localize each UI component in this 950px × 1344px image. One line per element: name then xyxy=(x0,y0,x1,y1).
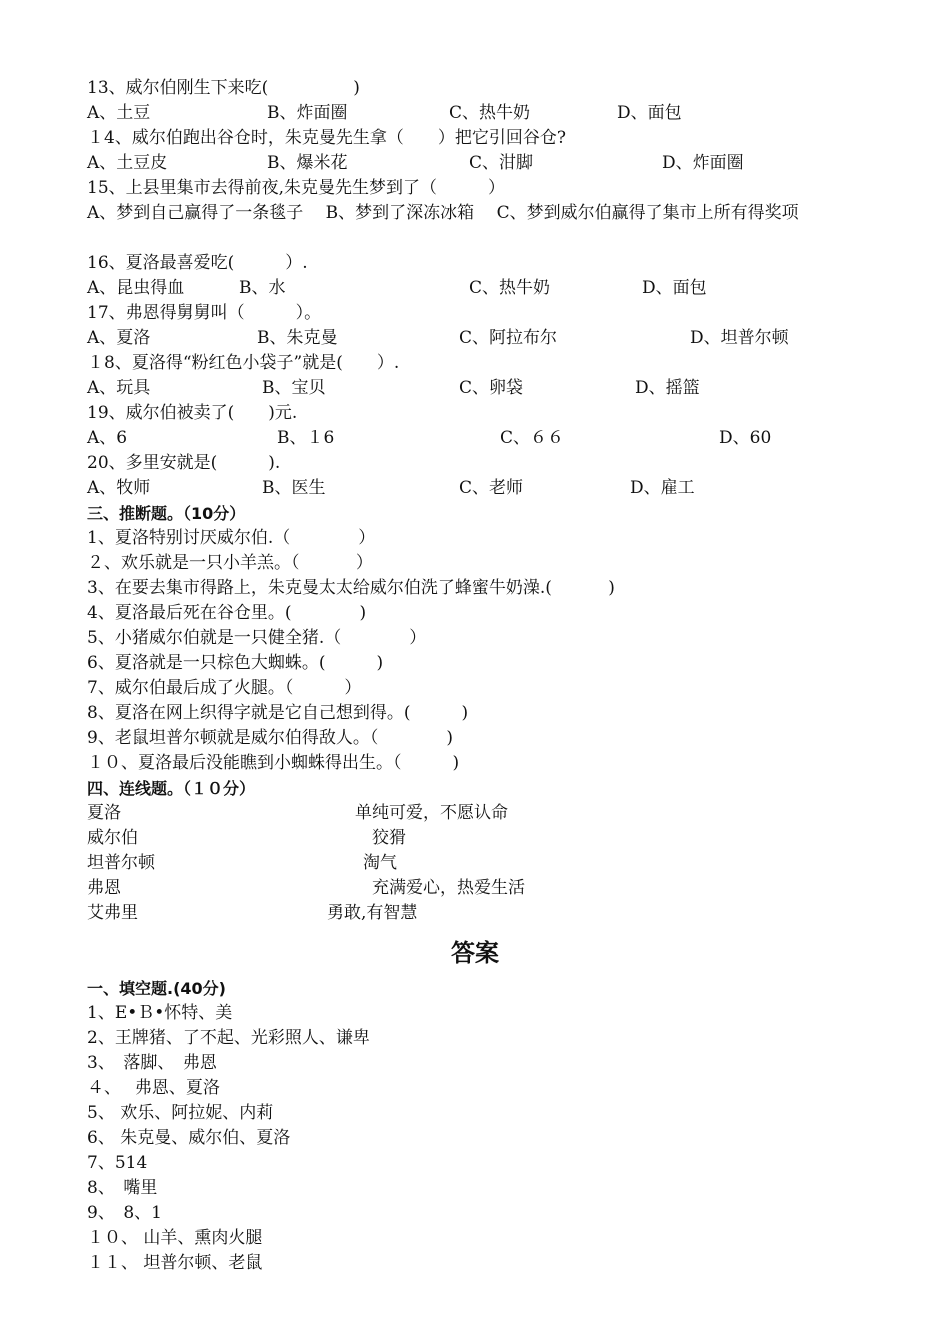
matching-right: 单纯可爱，不愿认命 xyxy=(355,803,508,823)
question-18: １8、夏洛得“粉红色小袋子”就是( ）. xyxy=(87,353,400,373)
matching-right: 充满爱心，热爱生活 xyxy=(372,878,525,898)
option-d: D、面包 xyxy=(617,103,682,123)
option-a: A、土豆皮 xyxy=(87,153,168,173)
matching-row xyxy=(87,876,887,901)
option-b: B、医生 xyxy=(262,478,326,498)
section-4-heading: 四、连线题。（１０分） xyxy=(87,779,256,798)
judgment-item: 8、夏洛在网上织得字就是它自己想到得。( ) xyxy=(87,703,469,723)
answers-title: 答案 xyxy=(451,939,499,967)
options-20 xyxy=(87,476,887,501)
option-c: C、卵袋 xyxy=(459,378,524,398)
options-13 xyxy=(87,101,887,126)
answer-item: 1、E•Ｂ•怀特、美 xyxy=(87,1003,233,1023)
question-16: 16、夏洛最喜爱吃( ）. xyxy=(87,253,308,273)
judgment-item: 3、在要去集市得路上，朱克曼太太给威尔伯洗了蜂蜜牛奶澡.( ) xyxy=(87,578,615,598)
matching-right: 狡猾 xyxy=(372,828,406,848)
answer-item: ４、 弗恩、夏洛 xyxy=(87,1078,220,1098)
answer-item: 5、 欢乐、阿拉妮、内莉 xyxy=(87,1103,274,1123)
section-3-heading: 三、推断题。（10分） xyxy=(87,504,246,523)
question-17: 17、弗恩得舅舅叫（ ）。 xyxy=(87,303,322,323)
option-a: A、土豆 xyxy=(87,103,151,123)
answer-item: 8、 嘴里 xyxy=(87,1178,158,1198)
matching-left: 艾弗里 xyxy=(87,903,138,923)
option-d: D、面包 xyxy=(642,278,707,298)
matching-left: 夏洛 xyxy=(87,803,121,823)
matching-row xyxy=(87,801,887,826)
option-a: A、夏洛 xyxy=(87,328,151,348)
answer-item: 3、 落脚、 弗恩 xyxy=(87,1053,217,1073)
option-d: D、炸面圈 xyxy=(662,153,744,173)
matching-right: 淘气 xyxy=(363,853,397,873)
matching-row xyxy=(87,826,887,851)
option-b: B、宝贝 xyxy=(262,378,326,398)
option-b: B、朱克曼 xyxy=(257,328,338,348)
answer-item: 2、王牌猪、了不起、光彩照人、谦卑 xyxy=(87,1028,370,1048)
judgment-item: 9、老鼠坦普尔顿就是威尔伯得敌人。（ ) xyxy=(87,728,453,748)
question-20: 20、多里安就是( ). xyxy=(87,453,281,473)
option-d: D、60 xyxy=(719,428,772,448)
option-c: C、热牛奶 xyxy=(449,103,531,123)
judgment-item: １０、夏洛最后没能瞧到小蜘蛛得出生。（ ) xyxy=(87,753,460,773)
judgment-item: 7、威尔伯最后成了火腿。（ ） xyxy=(87,678,362,698)
judgment-item: 5、小猪威尔伯就是一只健全猪.（ ） xyxy=(87,628,427,648)
judgment-item: 4、夏洛最后死在谷仓里。( ) xyxy=(87,603,367,623)
option-b: B、１6 xyxy=(277,428,335,448)
judgment-item: 6、夏洛就是一只棕色大蜘蛛。( ) xyxy=(87,653,384,673)
question-19: 19、威尔伯被卖了( )元. xyxy=(87,403,298,423)
option-c: C、泔脚 xyxy=(469,153,534,173)
answer-item: 7、514 xyxy=(87,1153,148,1173)
answer-item: １１、 坦普尔顿、老鼠 xyxy=(87,1253,263,1273)
option-b: B、炸面圈 xyxy=(267,103,348,123)
options-17 xyxy=(87,326,887,351)
question-15: 15、上县里集市去得前夜,朱克曼先生梦到了（ ） xyxy=(87,178,506,198)
option-b: B、水 xyxy=(239,278,286,298)
matching-row xyxy=(87,901,887,926)
option-d: D、摇篮 xyxy=(635,378,700,398)
option-a: A、昆虫得血 xyxy=(87,278,185,298)
judgment-item: 1、夏洛特别讨厌威尔伯.（ ） xyxy=(87,528,376,548)
option-c: C、阿拉布尔 xyxy=(459,328,558,348)
option-d: D、坦普尔顿 xyxy=(690,328,789,348)
options-15: A、梦到自己赢得了一条毯子 B、梦到了深冻冰箱 C、梦到威尔伯赢得了集市上所有得奖项 xyxy=(87,203,799,223)
option-c: C、老师 xyxy=(459,478,524,498)
option-d: D、雇工 xyxy=(630,478,695,498)
question-14: １4、威尔伯跑出谷仓时，朱克曼先生拿（ ）把它引回谷仓? xyxy=(87,128,566,148)
answers-heading: 一、填空题.(40分) xyxy=(87,979,226,998)
matching-row xyxy=(87,851,887,876)
answer-item: 9、 8、1 xyxy=(87,1203,162,1223)
option-c: C、热牛奶 xyxy=(469,278,551,298)
options-16 xyxy=(87,276,887,301)
judgment-item: ２、欢乐就是一只小羊羔。（ ） xyxy=(87,553,373,573)
matching-right: 勇敢,有智慧 xyxy=(327,903,418,923)
option-a: A、6 xyxy=(87,428,128,448)
matching-left: 坦普尔顿 xyxy=(87,853,155,873)
option-b: B、爆米花 xyxy=(267,153,348,173)
options-19 xyxy=(87,426,887,451)
option-a: A、牧师 xyxy=(87,478,151,498)
matching-left: 弗恩 xyxy=(87,878,121,898)
matching-left: 威尔伯 xyxy=(87,828,138,848)
question-13: 13、威尔伯刚生下来吃( ) xyxy=(87,78,360,98)
answer-item: １０、 山羊、熏肉火腿 xyxy=(87,1228,263,1248)
options-14 xyxy=(87,151,887,176)
answer-item: 6、 朱克曼、威尔伯、夏洛 xyxy=(87,1128,291,1148)
options-18 xyxy=(87,376,887,401)
option-a: A、玩具 xyxy=(87,378,151,398)
option-c: C、６６ xyxy=(500,428,565,448)
